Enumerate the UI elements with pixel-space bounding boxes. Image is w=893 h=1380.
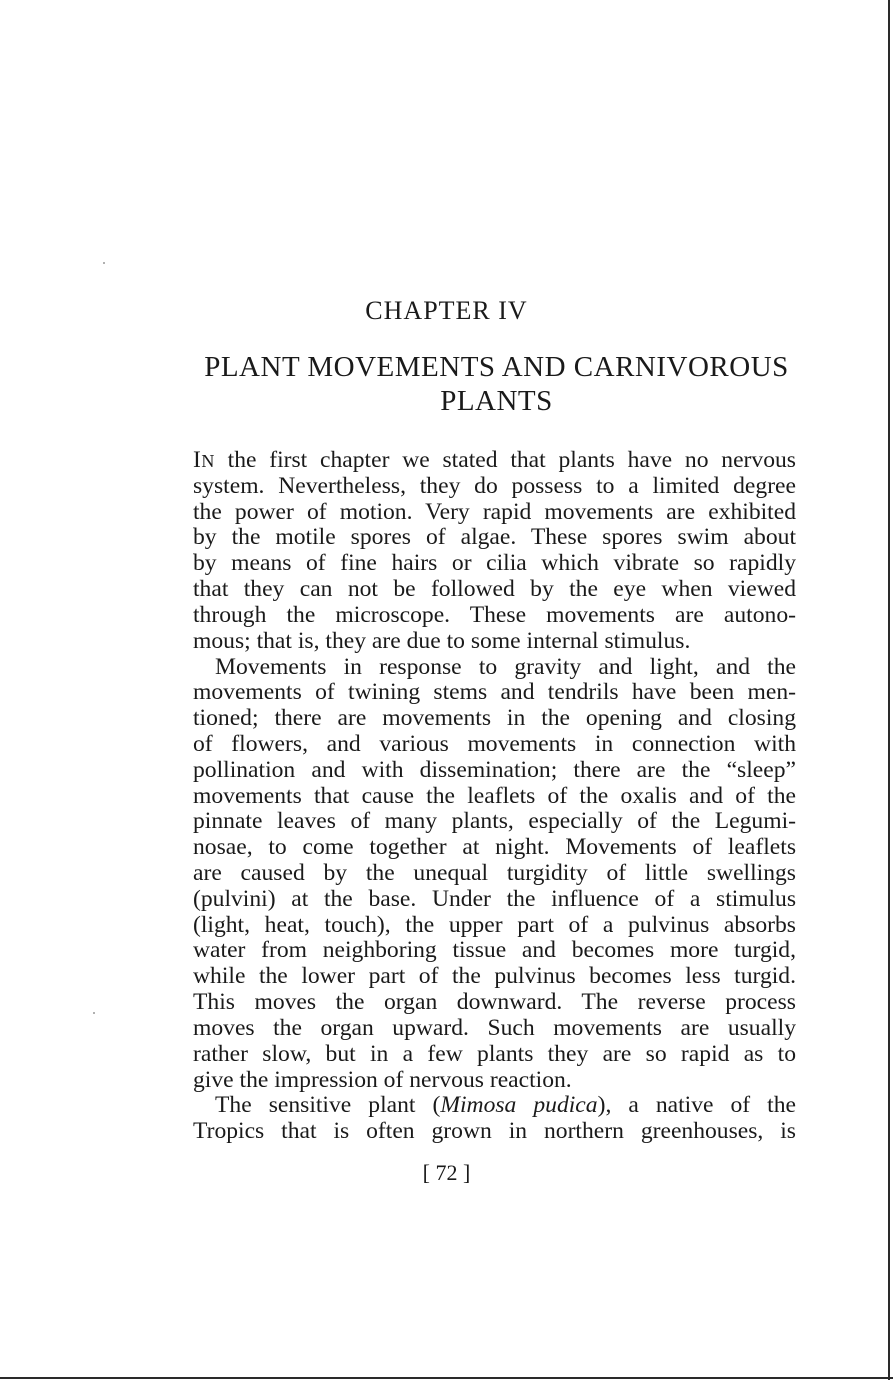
text-line	[193, 551, 796, 577]
line-text: The sensitive plant (	[215, 1092, 441, 1119]
line-text: (light, heat, touch), the upper part of a pulvinus absorbs	[193, 911, 796, 938]
line-text: by means of fine hairs or cilia which vibrate so rapidly	[193, 550, 796, 577]
line-text: Movements in response to gravity and light, and the	[215, 653, 796, 680]
chapter-title	[195, 350, 798, 418]
text-line	[193, 629, 796, 655]
page-number: [ 72 ]	[422, 1160, 471, 1185]
text-line	[193, 474, 796, 500]
text-line	[193, 887, 796, 913]
text-line	[193, 1093, 796, 1119]
line-text: water from neighboring tissue and becomes more turgid,	[193, 937, 796, 964]
line-text: of flowers, and various movements in connection with	[193, 730, 796, 757]
line-text: the first chapter we stated that plants have no nervous	[214, 447, 796, 473]
text-line	[193, 655, 796, 681]
text-line	[193, 680, 796, 706]
text-line	[193, 1016, 796, 1042]
paper-speck	[103, 262, 105, 264]
line-text: pollination and with dissemination; there are the “sleep”	[193, 756, 796, 783]
text-line	[193, 1042, 796, 1068]
chapter-title-line: PLANTS	[440, 385, 553, 417]
text-line	[193, 861, 796, 887]
line-text: rather slow, but in a few plants they are so rapid as to	[193, 1040, 796, 1067]
text-line	[193, 732, 796, 758]
line-text: system. Nevertheless, they do possess to a limited degree	[193, 472, 796, 499]
line-text: This moves the organ downward. The reverse process	[193, 989, 796, 1016]
text-line	[193, 835, 796, 861]
chapter-title-line: PLANT MOVEMENTS AND CARNIVOROUS	[204, 351, 789, 383]
text-line	[193, 1119, 796, 1145]
line-text: movements that cause the leaflets of the oxalis and of the	[193, 782, 796, 809]
text-line	[193, 603, 796, 629]
text-line	[193, 964, 796, 990]
line-text: by the motile spores of algae. These spores swim about	[193, 524, 796, 551]
body-text	[193, 448, 796, 1145]
line-text: moves the organ upward. Such movements are usually	[193, 1014, 796, 1041]
page-edge-bottom	[0, 1377, 893, 1379]
text-line	[193, 758, 796, 784]
paper-speck	[93, 1012, 95, 1014]
line-text: pinnate leaves of many plants, especially of the Legumi-	[193, 808, 796, 835]
line-text: the power of motion. Very rapid movements are exhibited	[193, 498, 796, 525]
text-line	[193, 1068, 796, 1094]
drop-smallcaps: IN	[193, 447, 215, 473]
line-text: while the lower part of the pulvinus becomes less turgid.	[193, 963, 796, 990]
text-line	[193, 500, 796, 526]
text-line	[193, 990, 796, 1016]
italic-term: Mimosa pudica	[440, 1092, 598, 1119]
text-line	[193, 938, 796, 964]
text-line	[193, 577, 796, 603]
line-text: through the microscope. These movements are autono-	[193, 601, 796, 628]
text-line	[193, 448, 796, 474]
chapter-label: CHAPTER IV	[365, 296, 528, 325]
line-text: mous; that is, they are due to some internal stimulus.	[193, 627, 691, 654]
text-line	[193, 706, 796, 732]
line-text: nosae, to come together at night. Movements of leaflets	[193, 834, 796, 861]
line-text: movements of twining stems and tendrils have been men-	[193, 679, 796, 706]
line-text: (pulvini) at the base. Under the influence of a stimulus	[193, 885, 796, 912]
line-text: are caused by the unequal turgidity of little swellings	[193, 860, 796, 886]
line-text: tioned; there are movements in the opening and closing	[193, 705, 796, 732]
line-text: that they can not be followed by the eye when viewed	[193, 576, 796, 603]
text-line	[193, 784, 796, 810]
text-line	[193, 913, 796, 939]
line-text: give the impression of nervous reaction.	[193, 1066, 572, 1093]
line-text: ), a native of the	[597, 1092, 797, 1119]
line-text: Tropics that is often grown in northern greenhouses, is	[193, 1118, 796, 1145]
text-line	[193, 525, 796, 551]
text-line	[193, 809, 796, 835]
